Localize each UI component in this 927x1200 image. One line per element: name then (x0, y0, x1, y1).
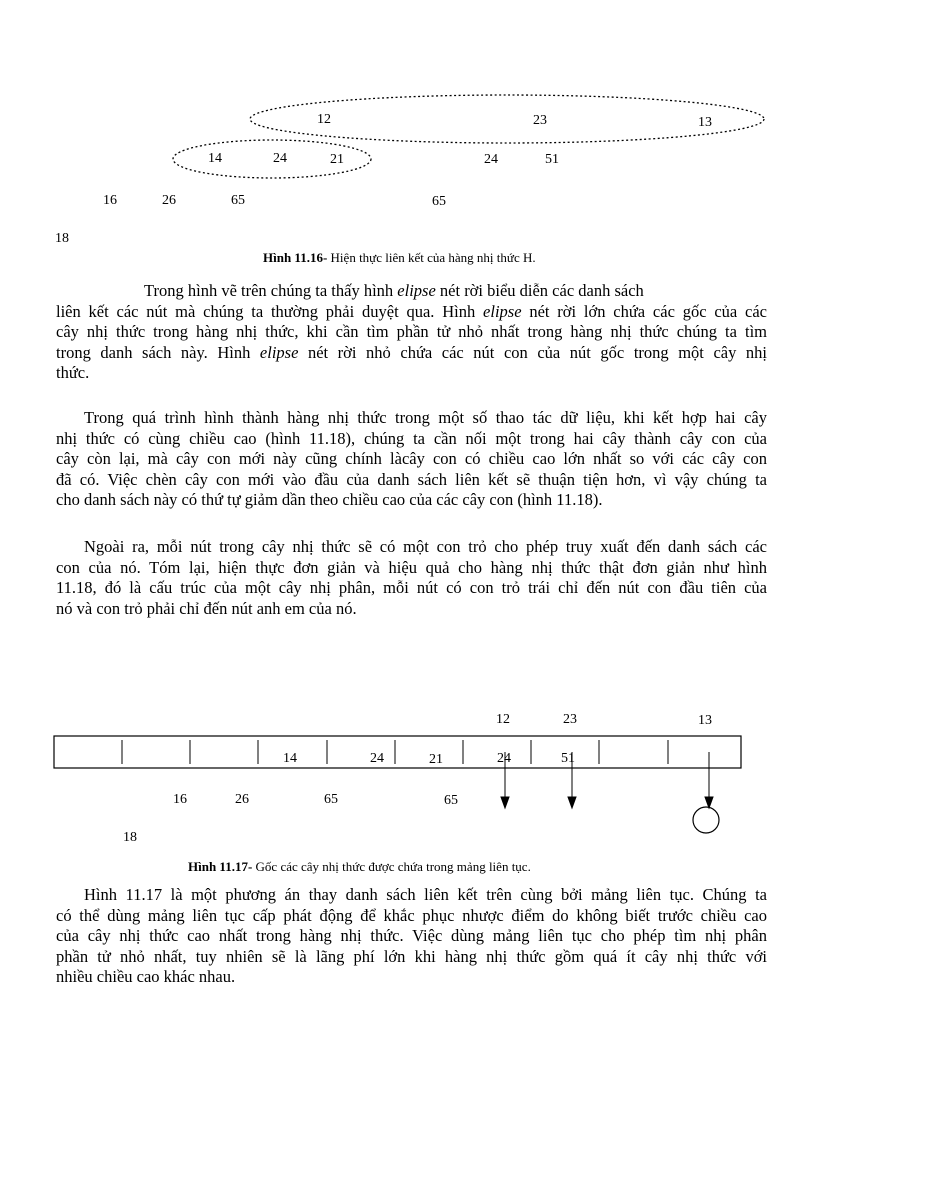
contiguous-array (54, 736, 741, 768)
node-label: 24 (370, 751, 384, 766)
node-label: 65 (324, 792, 338, 807)
caption-label: Hình 11.17- (188, 859, 253, 874)
node-label: 21 (330, 152, 344, 167)
node-label: 12 (496, 712, 510, 727)
node-label: 21 (429, 752, 443, 767)
node-label: 13 (698, 713, 712, 728)
node-label: 51 (545, 152, 559, 167)
node-label: 23 (563, 712, 577, 727)
node-label: 51 (561, 751, 575, 766)
node-label: 24 (273, 151, 287, 166)
root-pointer-arrows (501, 752, 713, 808)
node-label: 12 (317, 112, 331, 127)
node-label: 13 (698, 115, 712, 130)
node-label: 24 (484, 152, 498, 167)
node-label: 65 (231, 193, 245, 208)
array-cell-dividers (122, 740, 668, 764)
node-label: 65 (432, 194, 446, 209)
node-label: 16 (103, 193, 117, 208)
figure-caption (188, 859, 531, 875)
caption-label: Hình 11.16- (263, 250, 328, 265)
node-label: 65 (444, 793, 458, 808)
caption-text: Gốc các cây nhị thức được chứa trong mảng liên tục. (252, 859, 531, 874)
caption-text: Hiện thực liên kết của hàng nhị thức H. (327, 250, 536, 265)
node-label: 18 (55, 231, 69, 246)
node-label: 24 (497, 751, 511, 766)
null-node-circle (693, 807, 719, 833)
node-label: 26 (162, 193, 176, 208)
node-label: 16 (173, 792, 187, 807)
node-label: 18 (123, 830, 137, 845)
paragraph: Ngoài ra, mỗi nút trong cây nhị thức sẽ có một con trỏ cho phép truy xuất đến danh sách các con của nó. Tóm lại, hiện thực đơn giản và hiệu quả cho hàng nhị thức thật đơn giản như hình 11.18, đó là cấu trúc của một cây nhị phân, mỗi nút có con trỏ trái chỉ đến nút con đầu tiên của nó và con trỏ phải chỉ đến nút anh em của nó. (56, 537, 767, 618)
node-label: 23 (533, 113, 547, 128)
node-label: 14 (283, 751, 297, 766)
paragraph: Hình 11.17 là một phương án thay danh sách liên kết trên cùng bởi mảng liên tục. Chúng ta có thể dùng mảng liên tục cấp phát động để khắc phục nhược điểm do không biết trước chiều cao của cây nhị thức cao nhất trong hàng nhị thức. Việc dùng mảng liên tục cho phép tìm nhị phân phần tử nhỏ nhất, tuy nhiên sẽ là lãng phí lớn khi hàng nhị thức gồm quá ít cây nhị thức với nhiều chiều cao khác nhau. (56, 885, 767, 987)
node-label: 14 (208, 151, 222, 166)
paragraph: Trong hình vẽ trên chúng ta thấy hình elipse nét rời biểu diễn các danh sách liên kết các nút mà chúng ta thường phải duyệt qua. Hình elipse nét rời lớn chứa các gốc của các cây nhị thức trong hàng nhị thức, khi cần tìm phần tử nhỏ nhất trong hàng nhị thức chúng ta tìm trong danh sách này. Hình elipse nét rời nhỏ chứa các nút con của nút gốc trong một cây nhị thức. (56, 281, 767, 383)
paragraph: Trong quá trình hình thành hàng nhị thức trong một số thao tác dữ liệu, khi kết hợp hai cây nhị thức có cùng chiều cao (hình 11.18), chúng ta cần nối một trong hai cây thành cây con của cây còn lại, mà cây con mới này cũng chính làcây con có chiều cao lớn nhất so với các cây con đã có. Việc chèn cây con mới vào đầu của danh sách liên kết sẽ thuận tiện hơn, vì vậy chúng ta cho danh sách này có thứ tự giảm dần theo chiều cao của các cây con (hình 11.18). (56, 408, 767, 510)
node-label: 26 (235, 792, 249, 807)
